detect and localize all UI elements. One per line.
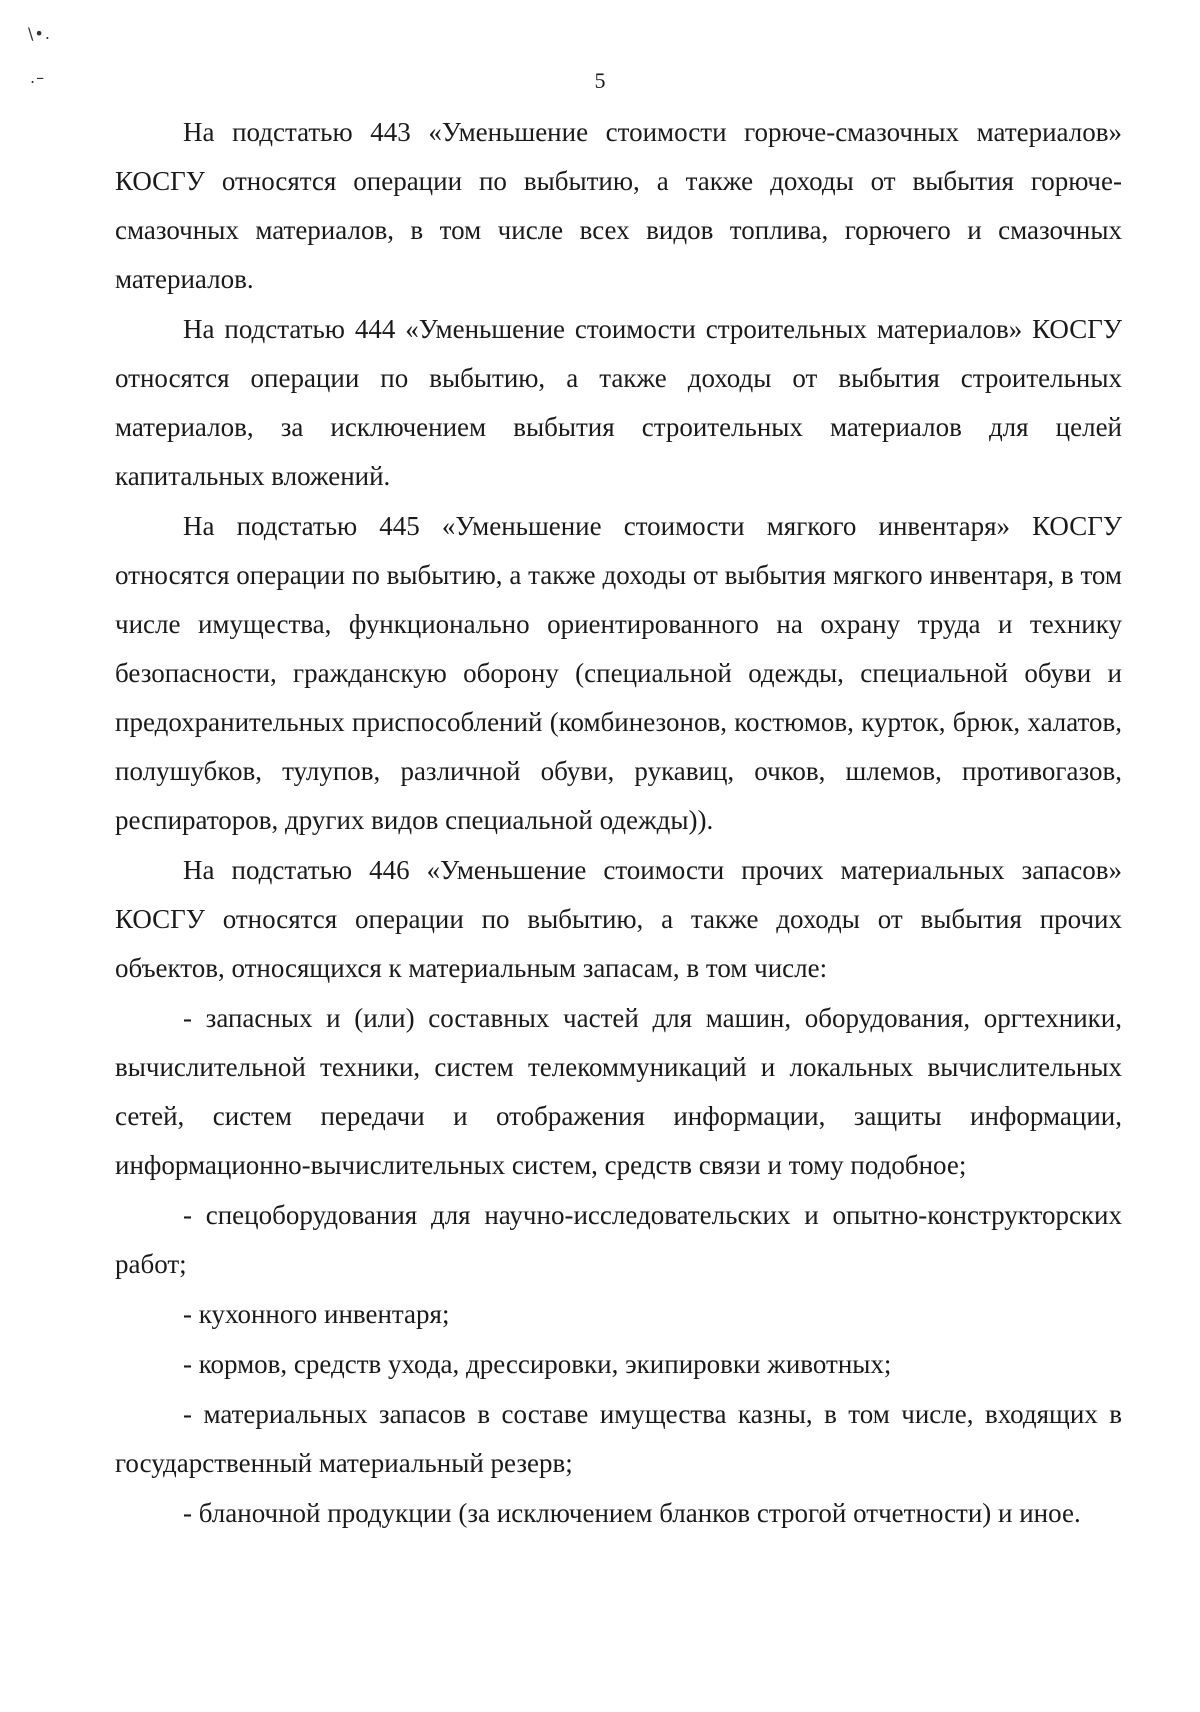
list-item-kitchen-inventory: - кухонного инвентаря; [183,1299,450,1329]
document-body [115,108,1122,1538]
paragraph-444: На подстатью 444 «Уменьшение стоимости строительных материалов» КОСГУ относятся операции по выбытию, а также доходы от выбытия строительных материалов, за исключением выбытия строительных материалов для целей капитальных вложений. [115,314,1122,491]
page-number: 5 [594,68,606,93]
paragraph-443: На подстатью 443 «Уменьшение стоимости горюче-смазочных материалов» КОСГУ относятся операции по выбытию, а также доходы от выбытия горюче-смазочных материалов, в том числе всех видов топлива, горючего и смазочных материалов. [115,117,1122,294]
list-item-spare-parts: - запасных и (или) составных частей для машин, оборудования, оргтехники, вычислительной техники, систем телекоммуникаций и локальных вычислительных сетей, систем передачи и отображения информации, защиты информации, информационно-вычислительных систем, средств связи и тому подобное; [115,1003,1122,1180]
scan-artifact-mark: \•. [28,24,51,43]
list-item-animal-feed: - кормов, средств ухода, дрессировки, экипировки животных; [183,1349,892,1379]
paragraph-445: На подстатью 445 «Уменьшение стоимости мягкого инвентаря» КОСГУ относятся операции по выбытию, а также доходы от выбытия мягкого инвентаря, в том числе имущества, функционально ориентированного на охрану труда и технику безопасности, гражданскую оборону (специальной одежды, специальной обуви и предохранительных приспособлений (комбинезонов, костюмов, курток, брюк, халатов, полушубков, тулупов, различной обуви, рукавиц, очков, шлемов, противогазов, респираторов, других видов специальной одежды)). [115,511,1122,835]
list-item-special-equipment: - спецоборудования для научно-исследовательских и опытно-конструкторских работ; [115,1200,1122,1279]
list-item-treasury-reserves: - материальных запасов в составе имущества казны, в том числе, входящих в государственный материальный резерв; [115,1399,1122,1478]
scan-artifact-mark: .– [30,68,46,87]
paragraph-446: На подстатью 446 «Уменьшение стоимости прочих материальных запасов» КОСГУ относятся операции по выбытию, а также доходы от выбытия прочих объектов, относящихся к материальным запасам, в том числе: [115,855,1122,983]
list-item-blank-forms: - бланочной продукции (за исключением бланков строгой отчетности) и иное. [183,1498,1081,1528]
